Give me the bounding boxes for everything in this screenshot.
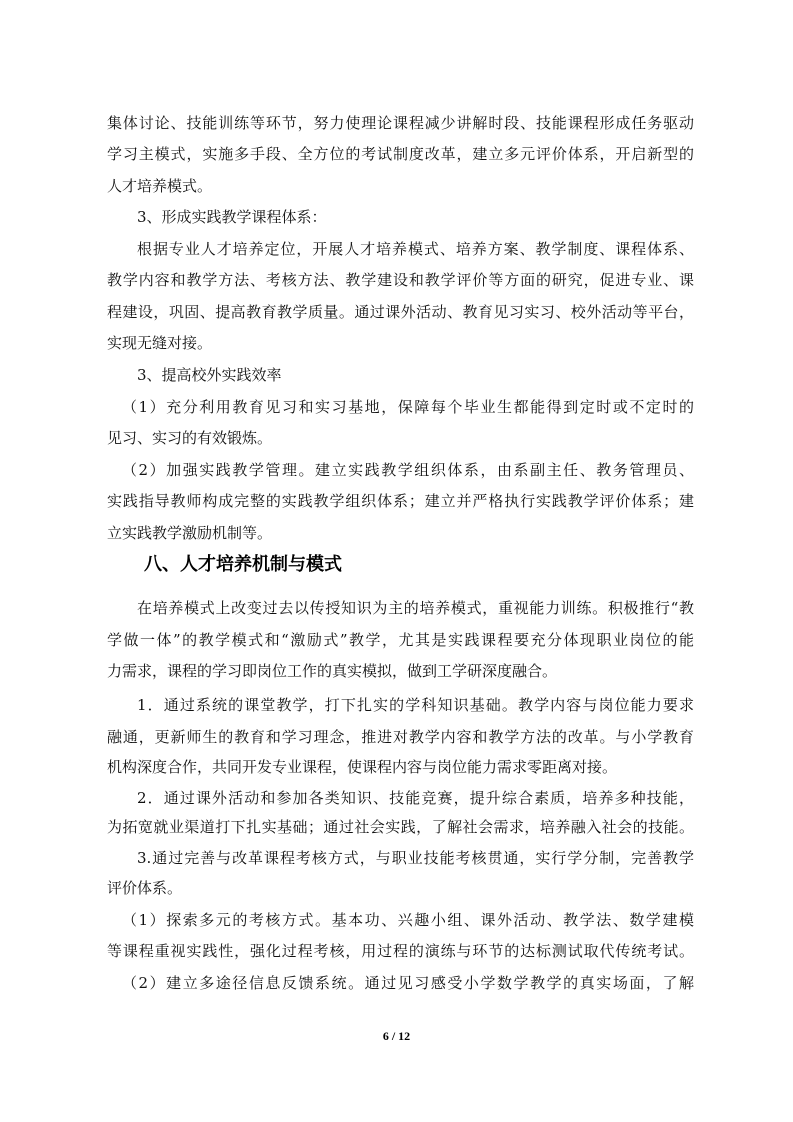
section-subheading: 3、提高校外实践效率 [137, 366, 282, 384]
text-line: 实践指导教师构成完整的实践教学组织体系；建立并严格执行实践教学评价体系；建 [107, 492, 694, 510]
text-line: 2．通过课外活动和参加各类知识、技能竞赛，提升综合素质，培养多种技能， [137, 789, 694, 807]
text-line: 学习主模式，实施多手段、全方位的考试制度改革，建立多元评价体系，开启新型的 [107, 145, 694, 163]
text-line: 1．通过系统的课堂教学，打下扎实的学科知识基础。教学内容与岗位能力要求 [137, 696, 694, 714]
text-line: （1）探索多元的考核方式。基本功、兴趣小组、课外活动、教学法、数学建模 [122, 911, 694, 929]
text-line: 集体讨论、技能训练等环节，努力使理论课程减少讲解时段、技能课程形成任务驱动 [107, 114, 694, 132]
text-line: 融通，更新师生的教育和学习理念，推进对教学内容和教学方法的改革。与小学教育 [107, 728, 694, 746]
text-line: 在培养模式上改变过去以传授知识为主的培养模式，重视能力训练。积极推行“教 [137, 599, 694, 617]
text-line: 3.通过完善与改革课程考核方式，与职业技能考核贯通，实行学分制，完善教学 [137, 849, 694, 867]
text-line: （2）建立多途径信息反馈系统。通过见习感受小学数学教学的真实场面，了解 [122, 974, 694, 992]
section-subheading: 3、形成实践教学课程体系： [137, 208, 327, 226]
text-line: 立实践教学激励机制等。 [107, 524, 273, 542]
text-line: 力需求，课程的学习即岗位工作的真实模拟，做到工学研深度融合。 [107, 662, 558, 680]
text-line: 人才培养模式。 [107, 177, 213, 195]
section-heading: 八、人才培养机制与模式 [144, 554, 342, 575]
text-line: （1）充分利用教育见习和实习基地，保障每个毕业生都能得到定时或不定时的 [122, 398, 694, 416]
text-line: 实现无缝对接。 [107, 334, 213, 352]
text-line: 为拓宽就业渠道打下扎实基础；通过社会实践，了解社会需求，培养融入社会的技能。 [107, 818, 694, 836]
text-line: 机构深度合作，共同开发专业课程，使课程内容与岗位能力需求零距离对接。 [107, 758, 618, 776]
text-line: 等课程重视实践性，强化过程考核，用过程的演练与环节的达标测试取代传统考试。 [107, 942, 694, 960]
text-line: 学做一体”的教学模式和“激励式”教学，尤其是实践课程要充分体现职业岗位的能 [107, 631, 694, 649]
text-line: 评价体系。 [107, 879, 183, 897]
text-line: 程建设，巩固、提高教育教学质量。通过课外活动、教育见习实习、校外活动等平台， [107, 303, 694, 321]
text-line: 教学内容和教学方法、考核方法、教学建设和教学评价等方面的研究，促进专业、课 [107, 271, 694, 289]
text-line: 根据专业人才培养定位，开展人才培养模式、培养方案、教学制度、课程体系、 [137, 240, 694, 258]
page-number: 6 / 12 [382, 1029, 411, 1043]
text-line: （2）加强实践教学管理。建立实践教学组织体系，由系副主任、教务管理员、 [122, 461, 694, 479]
text-line: 见习、实习的有效锻炼。 [107, 429, 273, 447]
